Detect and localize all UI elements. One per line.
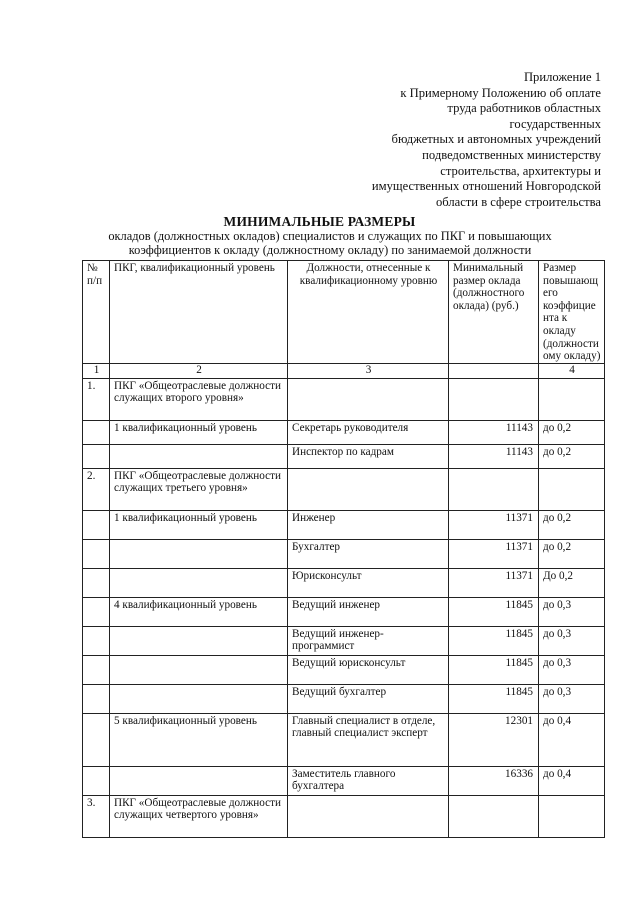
row-number — [83, 444, 110, 468]
appendix-line: строительства, архитектуры и — [440, 163, 601, 178]
row-number: 3. — [83, 795, 110, 837]
row-position — [288, 795, 449, 837]
index-cell — [449, 363, 539, 378]
table-row — [83, 539, 605, 568]
row-group: 1 квалификационный уровень — [110, 510, 288, 539]
row-position — [288, 468, 449, 510]
row-salary: 11845 — [449, 655, 539, 684]
appendix-line: Приложение 1 — [523, 70, 601, 84]
row-number — [83, 684, 110, 713]
row-position: Ведущий инженер — [288, 597, 449, 626]
index-cell: 2 — [110, 363, 288, 378]
header-cell-coefficient: Размер повышающ его коэффицие нта к окладу (должности ому окладу) — [539, 261, 605, 364]
row-salary: 11371 — [449, 568, 539, 597]
row-position: Юрисконсульт — [288, 568, 449, 597]
row-coefficient: до 0,2 — [539, 539, 605, 568]
row-salary: 11143 — [449, 420, 539, 444]
row-salary — [449, 468, 539, 510]
row-group — [110, 444, 288, 468]
row-group — [110, 766, 288, 795]
row-number — [83, 655, 110, 684]
appendix-line: к Примерному Положению об оплате — [400, 85, 601, 100]
row-number — [83, 568, 110, 597]
row-group: ПКГ «Общеотраслевые должности служащих третьего уровня» — [110, 468, 288, 510]
row-group: 5 квалификационный уровень — [110, 713, 288, 766]
row-coefficient — [539, 795, 605, 837]
row-number — [83, 713, 110, 766]
row-position: Секретарь руководителя — [288, 420, 449, 444]
row-position: Ведущий бухгалтер — [288, 684, 449, 713]
row-coefficient: до 0,2 — [539, 444, 605, 468]
row-number: 2. — [83, 468, 110, 510]
row-salary: 11371 — [449, 539, 539, 568]
row-position: Заместитель главного бухгалтера — [288, 766, 449, 795]
row-position — [288, 378, 449, 420]
table-index-row — [83, 363, 605, 378]
table-row — [83, 420, 605, 444]
row-salary: 11143 — [449, 444, 539, 468]
row-position: Инспектор по кадрам — [288, 444, 449, 468]
row-group: 4 квалификационный уровень — [110, 597, 288, 626]
document-title: МИНИМАЛЬНЫЕ РАЗМЕРЫ — [223, 214, 416, 229]
appendix-line: бюджетных и автономных учреждений — [391, 132, 601, 147]
appendix-header — [311, 70, 601, 210]
index-cell: 1 — [83, 363, 110, 378]
header-cell-number: № п/п — [83, 261, 110, 364]
row-number — [83, 539, 110, 568]
row-position: Ведущий инженер-программист — [288, 626, 449, 655]
salary-table — [82, 260, 605, 838]
table-row — [83, 510, 605, 539]
row-number — [83, 597, 110, 626]
appendix-line: государственных — [509, 116, 601, 131]
row-salary: 12301 — [449, 713, 539, 766]
row-coefficient: до 0,3 — [539, 626, 605, 655]
row-coefficient: до 0,2 — [539, 420, 605, 444]
row-coefficient: до 0,3 — [539, 655, 605, 684]
table-header-row — [83, 261, 605, 364]
row-number — [83, 420, 110, 444]
row-salary — [449, 378, 539, 420]
row-coefficient: до 0,4 — [539, 713, 605, 766]
row-coefficient: до 0,3 — [539, 597, 605, 626]
row-salary: 11845 — [449, 626, 539, 655]
row-salary: 11845 — [449, 684, 539, 713]
row-group — [110, 539, 288, 568]
row-salary: 16336 — [449, 766, 539, 795]
table-row — [83, 568, 605, 597]
subtitle-line: окладов (должностных окладов) специалистов и служащих по ПКГ и повышающих — [108, 229, 552, 243]
table-row — [83, 795, 605, 837]
row-group: ПКГ «Общеотраслевые должности служащих четвертого уровня» — [110, 795, 288, 837]
row-coefficient — [539, 468, 605, 510]
row-group: ПКГ «Общеотраслевые должности служащих второго уровня» — [110, 378, 288, 420]
row-group — [110, 568, 288, 597]
row-coefficient: до 0,4 — [539, 766, 605, 795]
document-subtitle — [60, 229, 600, 257]
row-number — [83, 626, 110, 655]
appendix-line: имущественных отношений Новгородской — [371, 179, 601, 194]
row-number — [83, 766, 110, 795]
row-number: 1. — [83, 378, 110, 420]
table-row — [83, 444, 605, 468]
row-coefficient: До 0,2 — [539, 568, 605, 597]
appendix-line: области в сфере строительства — [435, 194, 601, 209]
row-position: Бухгалтер — [288, 539, 449, 568]
row-position: Главный специалист в отделе, главный специалист эксперт — [288, 713, 449, 766]
table-row — [83, 766, 605, 795]
index-cell: 4 — [539, 363, 605, 378]
row-group — [110, 655, 288, 684]
table-row — [83, 655, 605, 684]
table-row — [83, 713, 605, 766]
row-group — [110, 684, 288, 713]
table-row — [83, 684, 605, 713]
row-salary: 11371 — [449, 510, 539, 539]
row-number — [83, 510, 110, 539]
table-row — [83, 597, 605, 626]
subtitle-line: коэффициентов к окладу (должностному окладу) по занимаемой должности — [128, 243, 532, 257]
table-row — [83, 626, 605, 655]
row-group: 1 квалификационный уровень — [110, 420, 288, 444]
header-cell-positions: Должности, отнесенные к квалификационному уровню — [288, 261, 449, 364]
row-salary — [449, 795, 539, 837]
index-cell: 3 — [288, 363, 449, 378]
table-row — [83, 378, 605, 420]
appendix-line: подведомственных министерству — [422, 147, 601, 162]
row-position: Ведущий юрисконсульт — [288, 655, 449, 684]
table-row — [83, 468, 605, 510]
row-salary: 11845 — [449, 597, 539, 626]
row-group — [110, 626, 288, 655]
row-position: Инженер — [288, 510, 449, 539]
header-cell-group: ПКГ, квалификационный уровень — [110, 261, 288, 364]
header-cell-salary: Минимальный размер оклада (должностного оклада) (руб.) — [449, 261, 539, 364]
row-coefficient — [539, 378, 605, 420]
row-coefficient: до 0,3 — [539, 684, 605, 713]
appendix-line: труда работников областных — [447, 101, 601, 116]
row-coefficient: до 0,2 — [539, 510, 605, 539]
